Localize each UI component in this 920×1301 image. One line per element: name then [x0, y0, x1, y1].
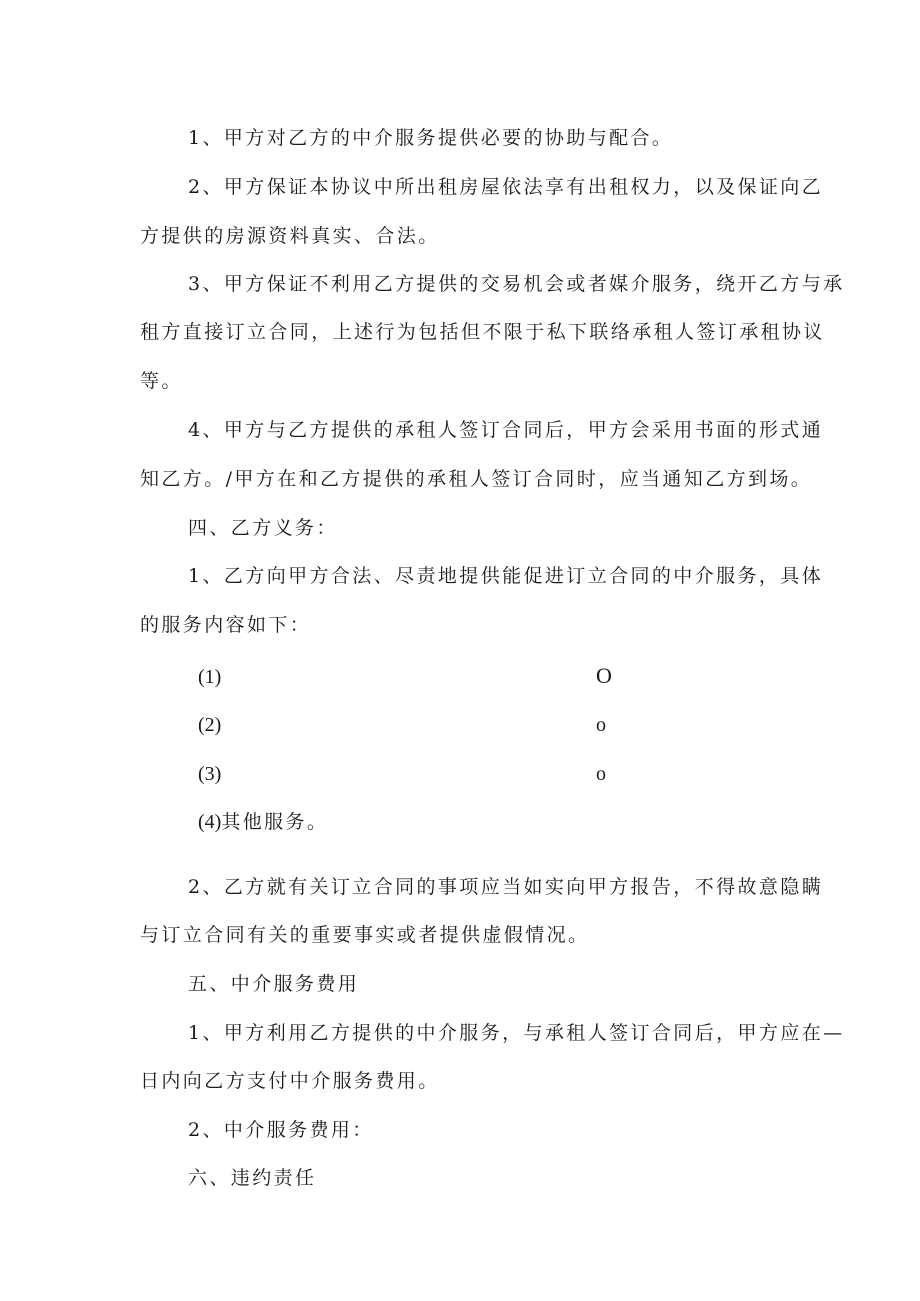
service-item-number: (1) — [198, 666, 222, 688]
paragraph-line: 1、乙方向甲方合法、尽责地提供能促进订立合同的中介服务，具体 — [188, 565, 824, 587]
paragraph-line: 3、甲方保证不利用乙方提供的交易机会或者媒介服务，绕开乙方与承 — [188, 273, 845, 295]
service-item-end-mark: O — [596, 663, 612, 688]
paragraph-line: 与订立合同有关的重要事实或者提供虚假情况。 — [140, 924, 590, 946]
service-item-text: 其他服务。 — [221, 811, 329, 833]
service-item-number: (4) — [198, 811, 222, 833]
service-item-end-mark: o — [596, 763, 606, 785]
paragraph-line: 1、甲方对乙方的中介服务提供必要的协助与配合。 — [188, 127, 674, 149]
service-item-number: (3) — [198, 763, 222, 785]
service-item-end-mark: o — [596, 714, 606, 736]
paragraph-line: 2、中介服务费用： — [188, 1119, 374, 1141]
paragraph-line: 2、甲方保证本协议中所出租房屋依法享有出租权力，以及保证向乙 — [188, 176, 824, 198]
service-item-other — [198, 809, 328, 835]
section-heading: 六、违约责任 — [188, 1167, 317, 1189]
paragraph-line: 的服务内容如下： — [140, 614, 312, 636]
paragraph-line: 日内向乙方支付中介服务费用。 — [140, 1070, 440, 1092]
section-heading: 四、乙方义务： — [188, 517, 338, 539]
paragraph-line: 等。 — [140, 370, 183, 392]
paragraph-line: 方提供的房源资料真实、合法。 — [140, 225, 440, 247]
paragraph-line: 知乙方。/甲方在和乙方提供的承租人签订合同时，应当通知乙方到场。 — [140, 468, 813, 490]
paragraph-line: 4、甲方与乙方提供的承租人签订合同后，甲方会采用书面的形式通 — [188, 419, 824, 441]
section-heading: 五、中介服务费用 — [188, 973, 360, 995]
paragraph-line: 租方直接订立合同，上述行为包括但不限于私下联络承租人签订承租协议 — [140, 321, 825, 343]
paragraph-line: 1、甲方利用乙方提供的中介服务，与承租人签订合同后，甲方应在— — [188, 1022, 845, 1044]
paragraph-line: 2、乙方就有关订立合同的事项应当如实向甲方报告，不得故意隐瞒 — [188, 876, 824, 898]
service-item-number: (2) — [198, 714, 222, 736]
